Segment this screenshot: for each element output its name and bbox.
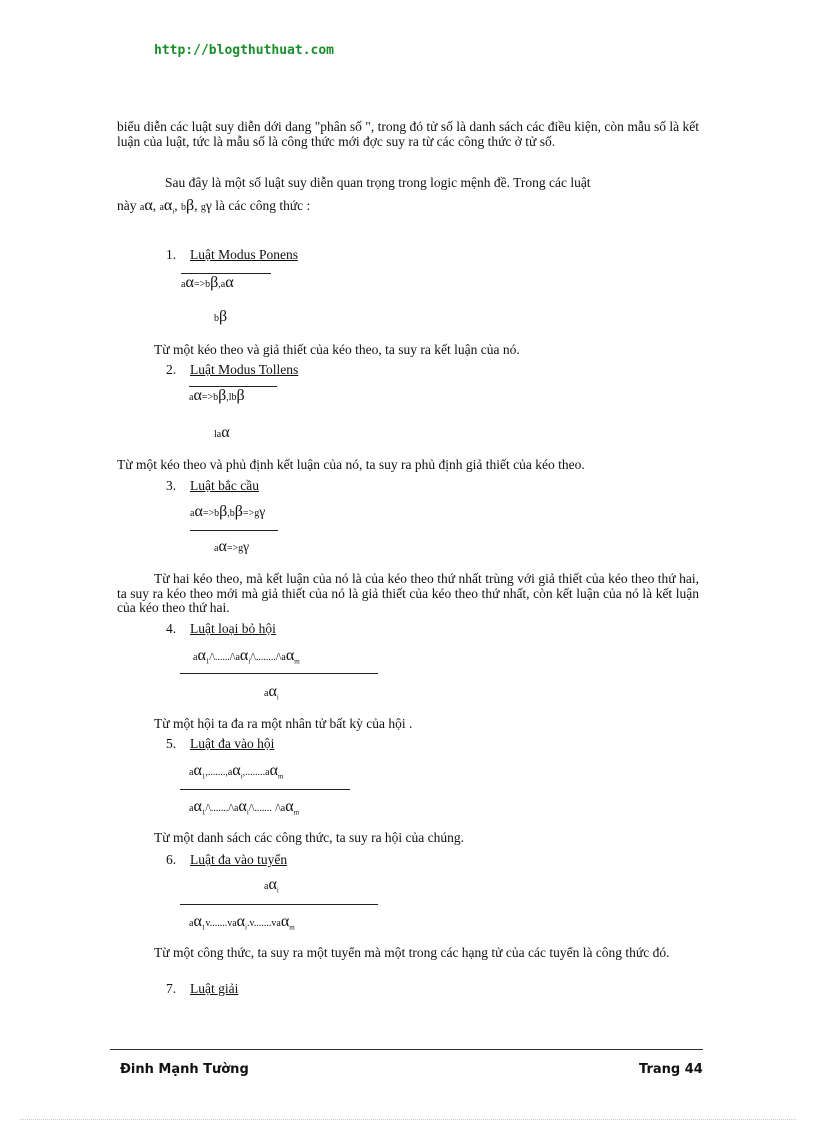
rule-5-description: Từ một danh sách các công thức, ta suy ra hội của chúng. [154,830,465,845]
header-url[interactable]: http://blogthuthuat.com [154,43,335,58]
footer-author: Đinh Mạnh Tường [120,1062,249,1077]
intro-paragraph-1: biểu diễn các luật suy diễn dới dang "phân số ", trong đó tử số là danh sách các điều kiện, còn mẫu số là kết luận của luật, tức là mẫu số là công thức mới đợc suy ra từ các công thức ở tử số. [117,119,699,149]
rule-1-conclusion: bβ [214,308,228,325]
rule-5-heading: 5. Luật đa vào hội [166,736,275,751]
rule-5-fraction-bar [180,789,350,790]
rule-3-description: Từ hai kéo theo, mà kết luận của nó là của kéo theo thứ nhất trùng với giả thiết của kéo theo thứ hai, ta suy ra kéo theo mới mà giả thiết của nó là giả thiết của kéo theo thứ nhất, còn kết luận của nó là kết luận của kéo theo thứ hai. [117,571,699,615]
rule-4-fraction-bar [180,673,378,674]
rule-1-premise: aα=>bβ,aα [181,273,271,292]
rule-5-conclusion: $a\alpha_1/\backslash......./\backslash a\alpha_i/\backslash$....... $/\backslash a\alpha_m$ [189,798,300,817]
rule-1-description: Từ một kéo theo và giả thiết của kéo theo, ta suy ra kết luận của nó. [154,342,520,357]
rule-7-heading: 7. Luật giải [166,981,239,996]
intro-paragraph-2: Sau đây là một số luật suy diễn quan trọng trong logic mệnh đề. Trong các luật [165,175,591,190]
rule-6-fraction-bar [180,904,378,905]
rule-2-description: Từ một kéo theo và phủ định kết luận của nó, ta suy ra phủ định giả thiết của kéo theo. [117,457,585,472]
footer-divider [110,1049,703,1050]
rule-3-conclusion: aα=>gγ [214,538,250,555]
rule-4-heading: 4. Luật loại bỏ hội [166,621,276,636]
rule-4-description: Từ một hội ta đa ra một nhân tử bất kỳ của hội . [154,716,413,731]
rule-2-conclusion: laα [214,424,230,441]
footer-page-number: Trang 44 [639,1062,703,1077]
rule-3-premise: aα=>bβ,bβ=>gγ [190,503,266,520]
rule-4-premise: $a\alpha_1/\backslash....../\backslash a\alpha_i/\backslash......../\backslash a\alpha_m$ [193,647,300,666]
rule-2-premise: aα=>bβ,lbβ [189,386,277,405]
page-bottom-edge [20,1119,796,1120]
rule-6-description: Từ một công thức, ta suy ra một tuyển mà một trong các hạng tử của các tuyển là công thức đó. [154,945,670,960]
rule-1-heading: 1. Luật Modus Ponens [166,247,298,262]
rule-4-conclusion: $a\alpha_i$ [264,683,279,702]
rule-5-premise: $a\alpha_1,.......,a\alpha_i,........a\alpha_m$ [189,762,284,781]
rule-6-premise: $a\alpha_i$ [264,876,279,895]
rule-3-fraction-bar [190,530,278,531]
rule-2-heading: 2. Luật Modus Tollens [166,362,299,377]
rule-6-heading: 6. Luật đa vào tuyển [166,852,288,867]
rule-3-heading: 3. Luật bắc cầu [166,478,259,493]
rule-6-conclusion: $a\alpha_1v.......va\alpha_i.v.......va\alpha_m$ [189,913,295,932]
intro-formula-list: này aα, $a\alpha_i$, bβ, gγ là các công thức : [117,197,311,216]
